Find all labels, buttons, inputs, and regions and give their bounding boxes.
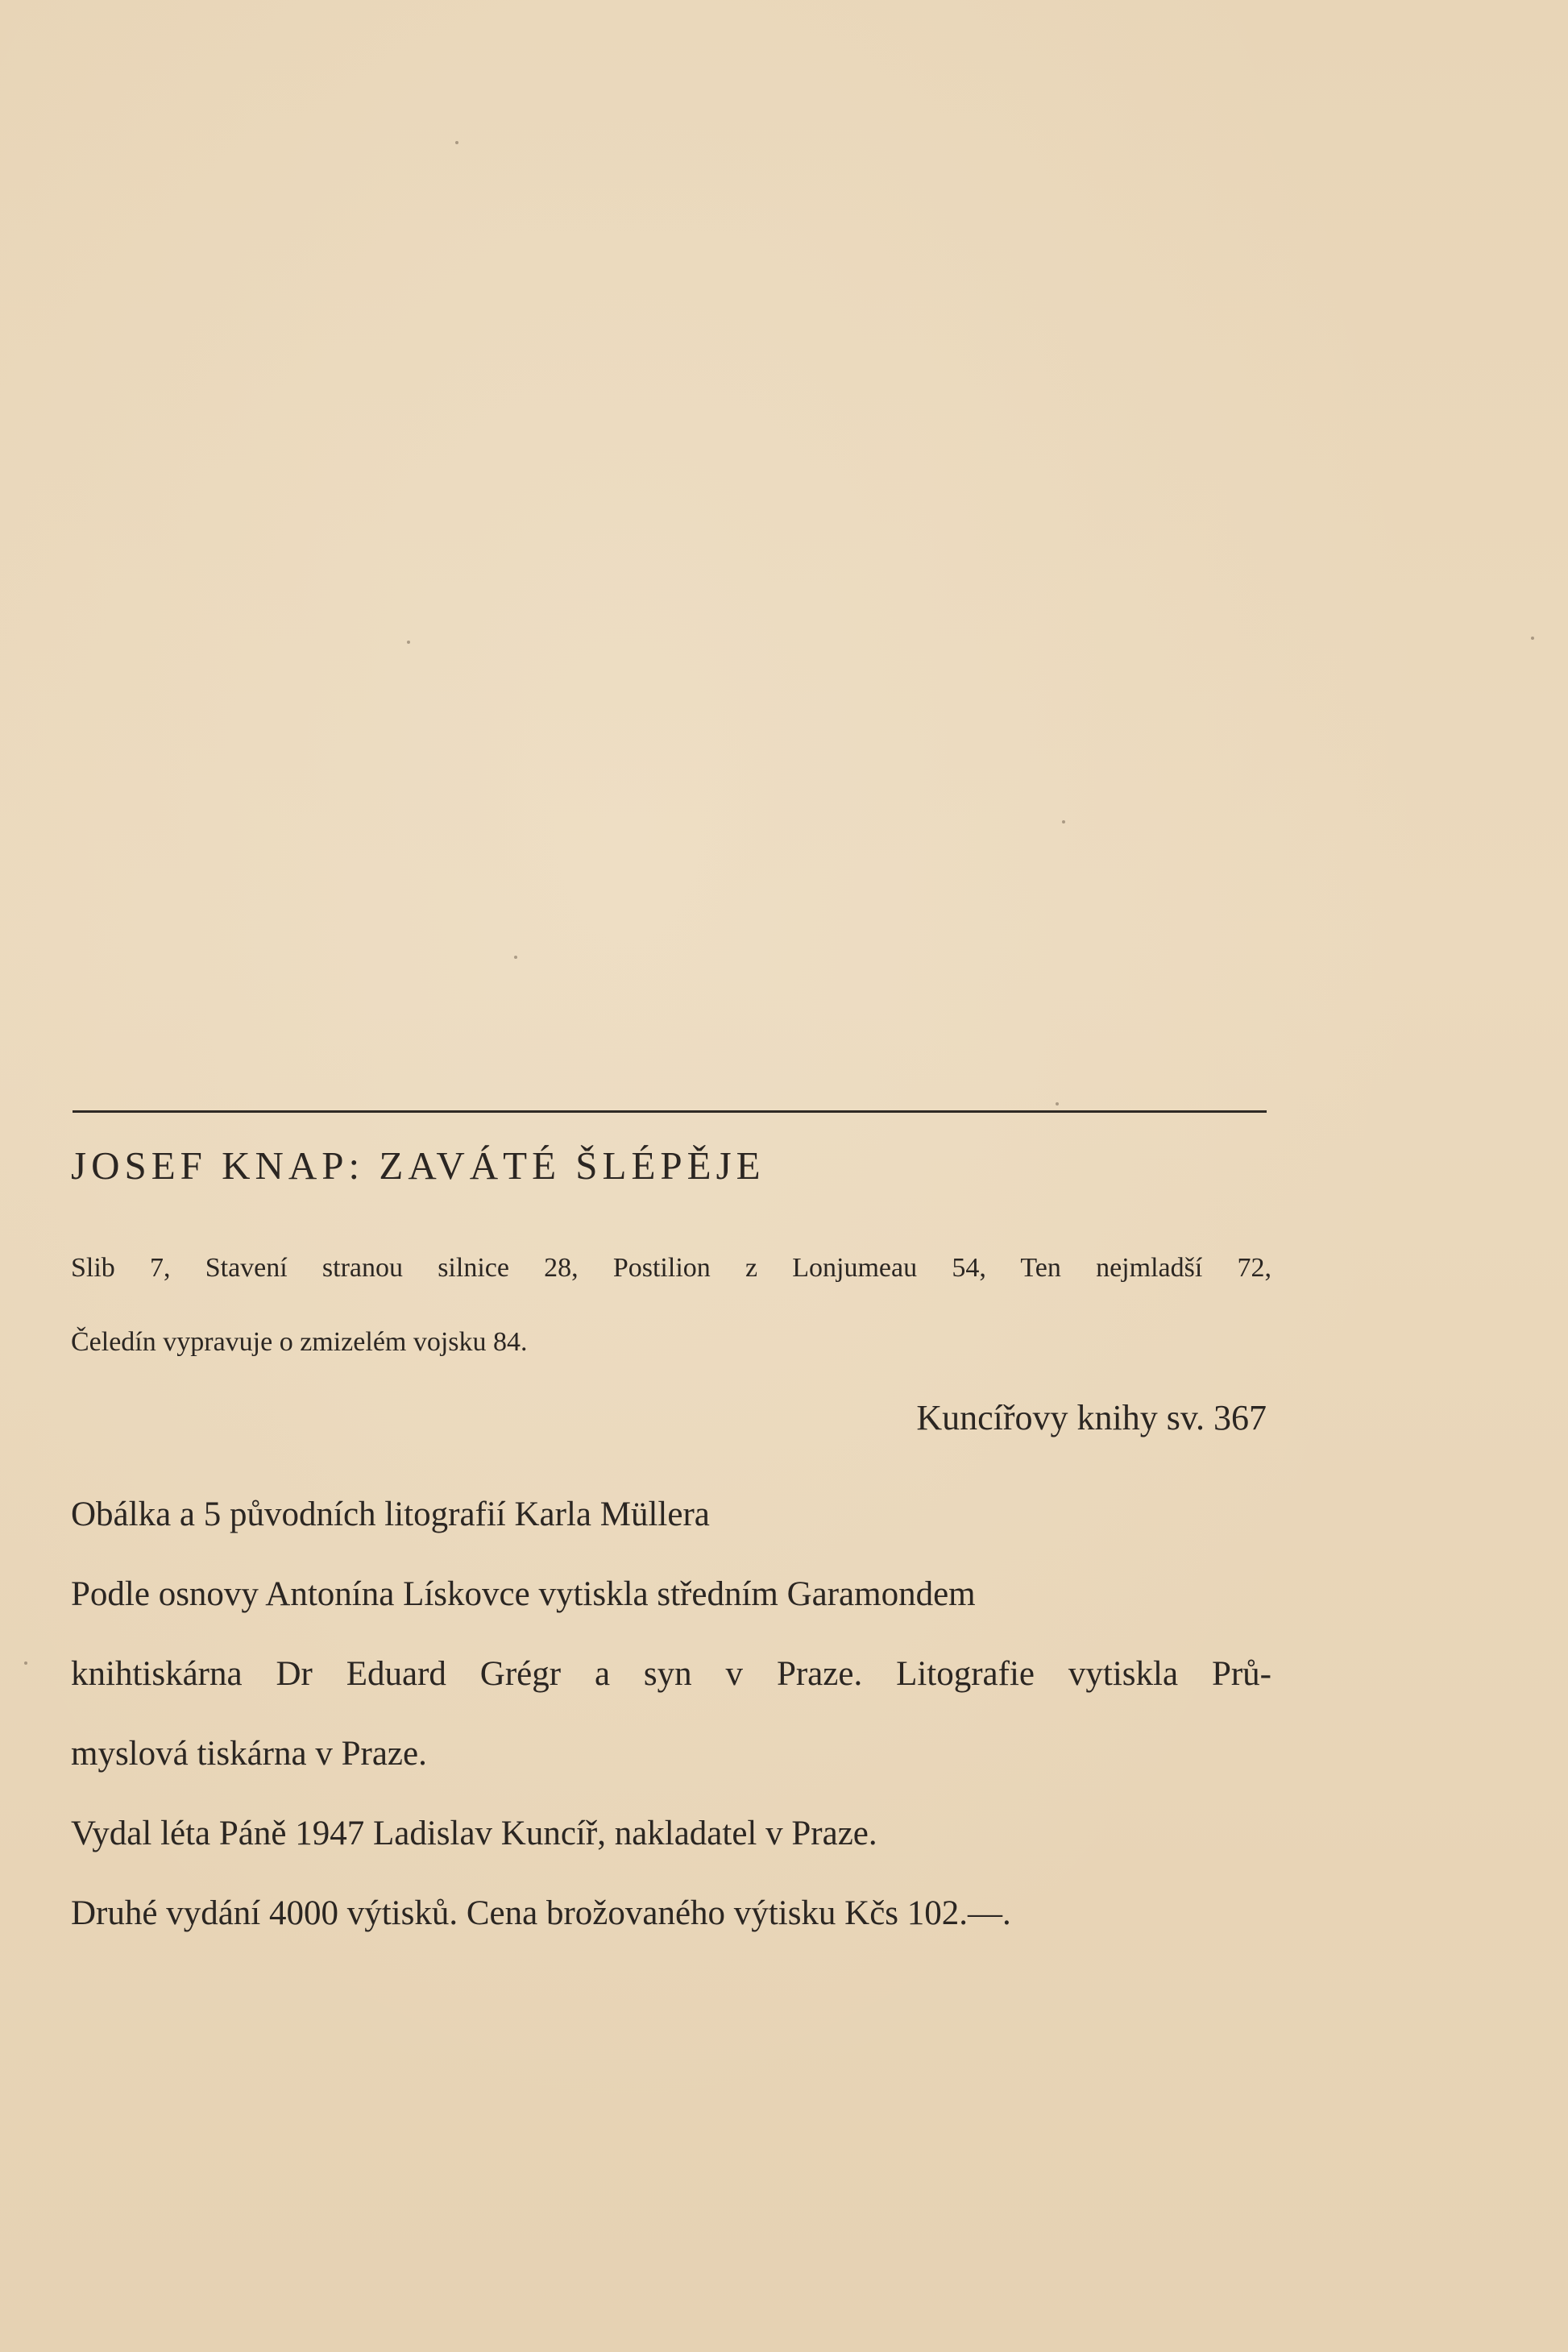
- colophon-line: Vydal léta Páně 1947 Ladislav Kuncíř, nakladatel v Praze.: [71, 1815, 877, 1852]
- paper-speck: [1056, 1102, 1059, 1105]
- paper-speck: [407, 641, 410, 644]
- colophon-line: Obálka a 5 původních litografií Karla Müllera: [71, 1495, 710, 1533]
- colophon-line: Druhé vydání 4000 výtisků. Cena brožovaného výtisku Kčs 102.—.: [71, 1894, 1011, 1932]
- table-of-contents: [71, 1231, 1271, 1379]
- paper-speck: [1531, 637, 1534, 640]
- colophon-line: knihtiskárna Dr Eduard Grégr a syn v Praze. Litografie vytiskla Prů-: [71, 1655, 1271, 1693]
- contents-line: Slib 7, Stavení stranou silnice 28, Postilion z Lonjumeau 54, Ten nejmladší 72,: [71, 1253, 1271, 1283]
- paper-speck: [1062, 820, 1065, 823]
- horizontal-rule: [73, 1110, 1267, 1113]
- paper-speck: [455, 141, 458, 144]
- series-number: Kuncířovy knihy sv. 367: [916, 1398, 1267, 1437]
- colophon: [71, 1475, 1271, 1953]
- colophon-line: Podle osnovy Antonína Lískovce vytiskla středním Garamondem: [71, 1575, 976, 1613]
- paper-speck: [514, 956, 517, 959]
- contents-line: Čeledín vypravuje o zmizelém vojsku 84.: [71, 1327, 528, 1357]
- book-title-heading: JOSEF KNAP: ZAVÁTÉ ŠLÉPĚJE: [71, 1143, 765, 1188]
- paper-speck: [24, 1661, 27, 1665]
- colophon-line: myslová tiskárna v Praze.: [71, 1735, 427, 1773]
